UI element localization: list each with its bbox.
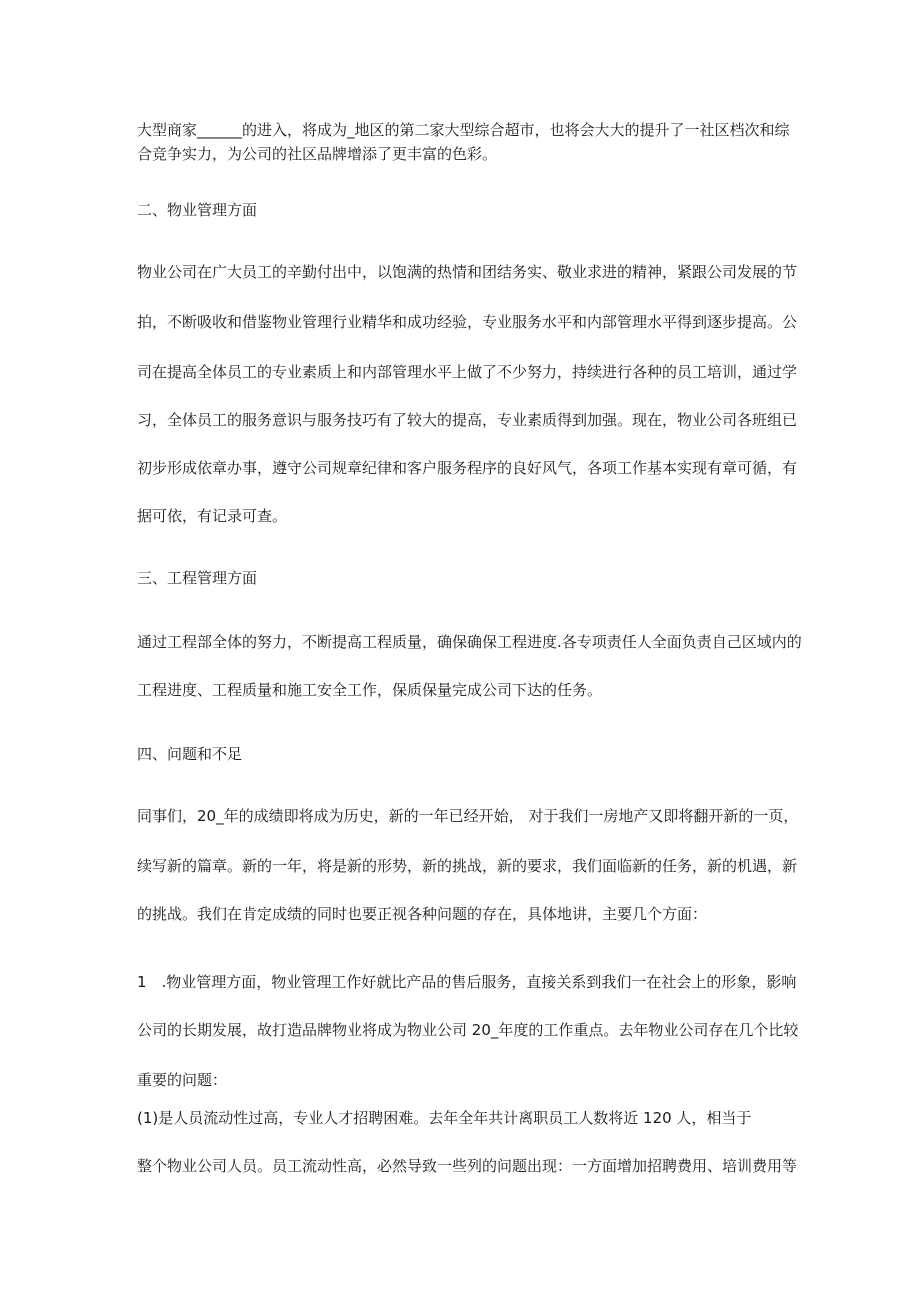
text-line: 公司的长期发展，故打造品牌物业将成为物业公司 20_年度的工作重点。去年物业公司存在几个比较 (137, 1021, 799, 1039)
section-heading: 二、物业管理方面 (137, 201, 258, 219)
section-heading: 四、问题和不足 (137, 745, 243, 763)
text-line: 大型商家______的进入，将成为_地区的第二家大型综合超市，也将会大大的提升了一社区档次和综 (137, 121, 790, 139)
text-line: 司在提高全体员工的专业素质上和内部管理水平上做了不少努力，持续进行各种的员工培训，通过学 (137, 363, 798, 381)
text-line: 通过工程部全体的努力，不断提高工程质量，确保确保工程进度.各专项责任人全面负责自己区域内的 (137, 633, 802, 651)
text-line: 据可依，有记录可查。 (137, 507, 288, 525)
text-line: 习，全体员工的服务意识与服务技巧有了较大的提高，专业素质得到加强。现在，物业公司各班组已 (137, 411, 798, 429)
section-heading: 三、工程管理方面 (137, 569, 258, 587)
text-line: 重要的问题： (137, 1071, 228, 1089)
text-line: 的挑战。我们在肯定成绩的同时也要正视各种问题的存在，具体地讲，主要几个方面： (137, 905, 708, 923)
text-line: 续写新的篇章。新的一年，将是新的形势，新的挑战，新的要求，我们面临新的任务，新的机遇，新 (137, 857, 798, 875)
text-line: 拍，不断吸收和借鉴物业管理行业精华和成功经验，专业服务水平和内部管理水平得到逐步提高。公 (137, 313, 798, 331)
text-line: (1)是人员流动性过高，专业人才招聘困难。去年全年共计离职员工人数将近 120 人，相当于 (137, 1109, 752, 1127)
text-line: 合竞争实力，为公司的社区品牌增添了更丰富的色彩。 (137, 145, 498, 163)
text-line: 1 .物业管理方面，物业管理工作好就比产品的售后服务，直接关系到我们一在社会上的形象，影响 (137, 973, 797, 991)
text-line: 同事们，20_年的成绩即将成为历史，新的一年已经开始， 对于我们一房地产又即将翻开新的一页， (137, 807, 799, 825)
text-line: 工程进度、工程质量和施工安全工作，保质保量完成公司下达的任务。 (137, 681, 603, 699)
text-line: 物业公司在广大员工的辛勤付出中，以饱满的热情和团结务实、敬业求进的精神，紧跟公司发展的节 (137, 263, 798, 281)
text-line: 整个物业公司人员。员工流动性高，必然导致一些列的问题出现：一方面增加招聘费用、培训费用等 (137, 1157, 798, 1175)
text-line: 初步形成依章办事，遵守公司规章纪律和客户服务程序的良好风气，各项工作基本实现有章可循，有 (137, 459, 798, 477)
